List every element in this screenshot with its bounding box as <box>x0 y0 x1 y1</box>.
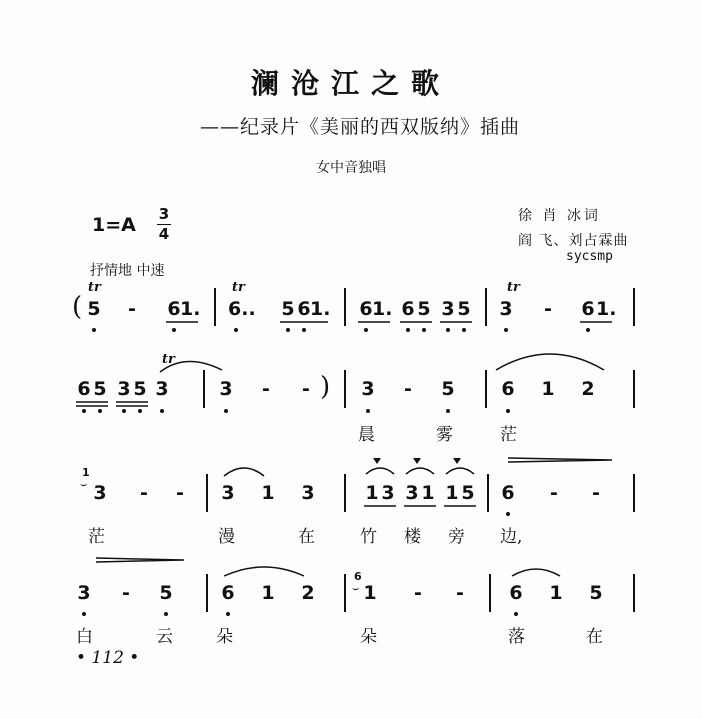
grace-note-slur: ⌣ <box>352 582 360 595</box>
lyric: 云 <box>156 627 173 647</box>
performance-note: 女中音独唱 <box>316 160 386 176</box>
lyric: 朵 <box>360 627 377 647</box>
note: 6 <box>77 378 91 400</box>
note: 2 <box>301 582 315 604</box>
grace-note-slur: ⌣ <box>80 478 88 491</box>
dash: - <box>140 482 148 504</box>
note: 3 <box>405 482 419 504</box>
close-parenthesis: ) <box>320 372 331 402</box>
note: 5 <box>461 482 475 504</box>
note: 6.. <box>228 298 256 320</box>
dash: - <box>176 482 184 504</box>
note: 3 <box>219 378 233 400</box>
note: 6 <box>401 298 415 320</box>
page-title: 澜沧江之歌 <box>250 67 451 100</box>
note: 1. <box>372 298 393 320</box>
lyric: 在 <box>586 627 603 647</box>
lyric: 漫 <box>218 527 235 547</box>
key-signature: 1=A <box>92 214 136 236</box>
dash: - <box>122 582 130 604</box>
note: 2 <box>581 378 595 400</box>
note: 3 <box>93 482 107 504</box>
dash: - <box>592 482 600 504</box>
composer-credit: 阎 飞、刘占霖曲 <box>518 233 629 249</box>
dash: - <box>414 582 422 604</box>
lyric: 晨 <box>358 425 375 445</box>
time-signature-bottom: 4 <box>158 225 170 243</box>
lyric: 白 <box>76 627 93 647</box>
grace-note: 1 <box>82 466 90 479</box>
note: 3 <box>381 482 395 504</box>
note: 6 <box>581 298 595 320</box>
lyric: 楼 <box>404 527 421 547</box>
note: 5 <box>441 378 455 400</box>
note: 1. <box>310 298 331 320</box>
note: 3 <box>441 298 455 320</box>
lyric: 朵 <box>216 627 233 647</box>
subtitle: ——纪录片《美丽的西双版纳》插曲 <box>200 116 521 138</box>
dash: - <box>302 378 310 400</box>
lyric: 在 <box>298 527 315 547</box>
trill-mark: tr <box>162 352 175 367</box>
note: 3 <box>499 298 513 320</box>
lyric: 边, <box>500 527 523 547</box>
note: 1 <box>541 378 555 400</box>
note: 1 <box>363 582 377 604</box>
watermark: sycsmp <box>566 249 613 264</box>
lyric: 雾 <box>436 425 453 445</box>
dash: - <box>128 298 136 320</box>
note: 6 <box>167 298 181 320</box>
lyric: 旁 <box>448 527 465 547</box>
note: 1. <box>596 298 617 320</box>
dash: - <box>550 482 558 504</box>
lyric: 落 <box>508 627 525 647</box>
note: 6 <box>509 582 523 604</box>
note: 3 <box>301 482 315 504</box>
dash: - <box>456 582 464 604</box>
note: 5 <box>93 378 107 400</box>
lyricist-credit: 徐 肖 冰词 <box>518 208 601 224</box>
dash: - <box>544 298 552 320</box>
note: 1 <box>261 582 275 604</box>
dash: - <box>262 378 270 400</box>
note: 6 <box>221 582 235 604</box>
note: 5 <box>281 298 295 320</box>
note: 3 <box>117 378 131 400</box>
note: 3 <box>77 582 91 604</box>
note: 1 <box>261 482 275 504</box>
note: 5 <box>159 582 173 604</box>
page-number: • 112 • <box>76 648 140 668</box>
note: 5 <box>133 378 147 400</box>
note: 1. <box>180 298 201 320</box>
note: 5 <box>417 298 431 320</box>
note: 6 <box>297 298 311 320</box>
lyric: 茫 <box>500 425 517 445</box>
grace-note: 6 <box>354 570 362 583</box>
note: 5 <box>457 298 471 320</box>
note: 1 <box>365 482 379 504</box>
note: 3 <box>155 378 169 400</box>
tempo-marking: 抒情地 中速 <box>90 263 165 279</box>
time-signature-top: 3 <box>158 205 170 223</box>
trill-mark: tr <box>88 280 101 295</box>
lyric: 茫 <box>88 527 105 547</box>
note: 1 <box>421 482 435 504</box>
trill-mark: tr <box>507 280 520 295</box>
note: 5 <box>589 582 603 604</box>
note: 3 <box>221 482 235 504</box>
note: 6 <box>359 298 373 320</box>
open-parenthesis: ( <box>72 292 83 322</box>
note: 3 <box>361 378 375 400</box>
lyric: 竹 <box>360 527 377 547</box>
note: 1 <box>445 482 459 504</box>
trill-mark: tr <box>232 280 245 295</box>
note: 5 <box>87 298 101 320</box>
note: 6 <box>501 482 515 504</box>
note: 1 <box>549 582 563 604</box>
note: 6 <box>501 378 515 400</box>
dash: - <box>404 378 412 400</box>
